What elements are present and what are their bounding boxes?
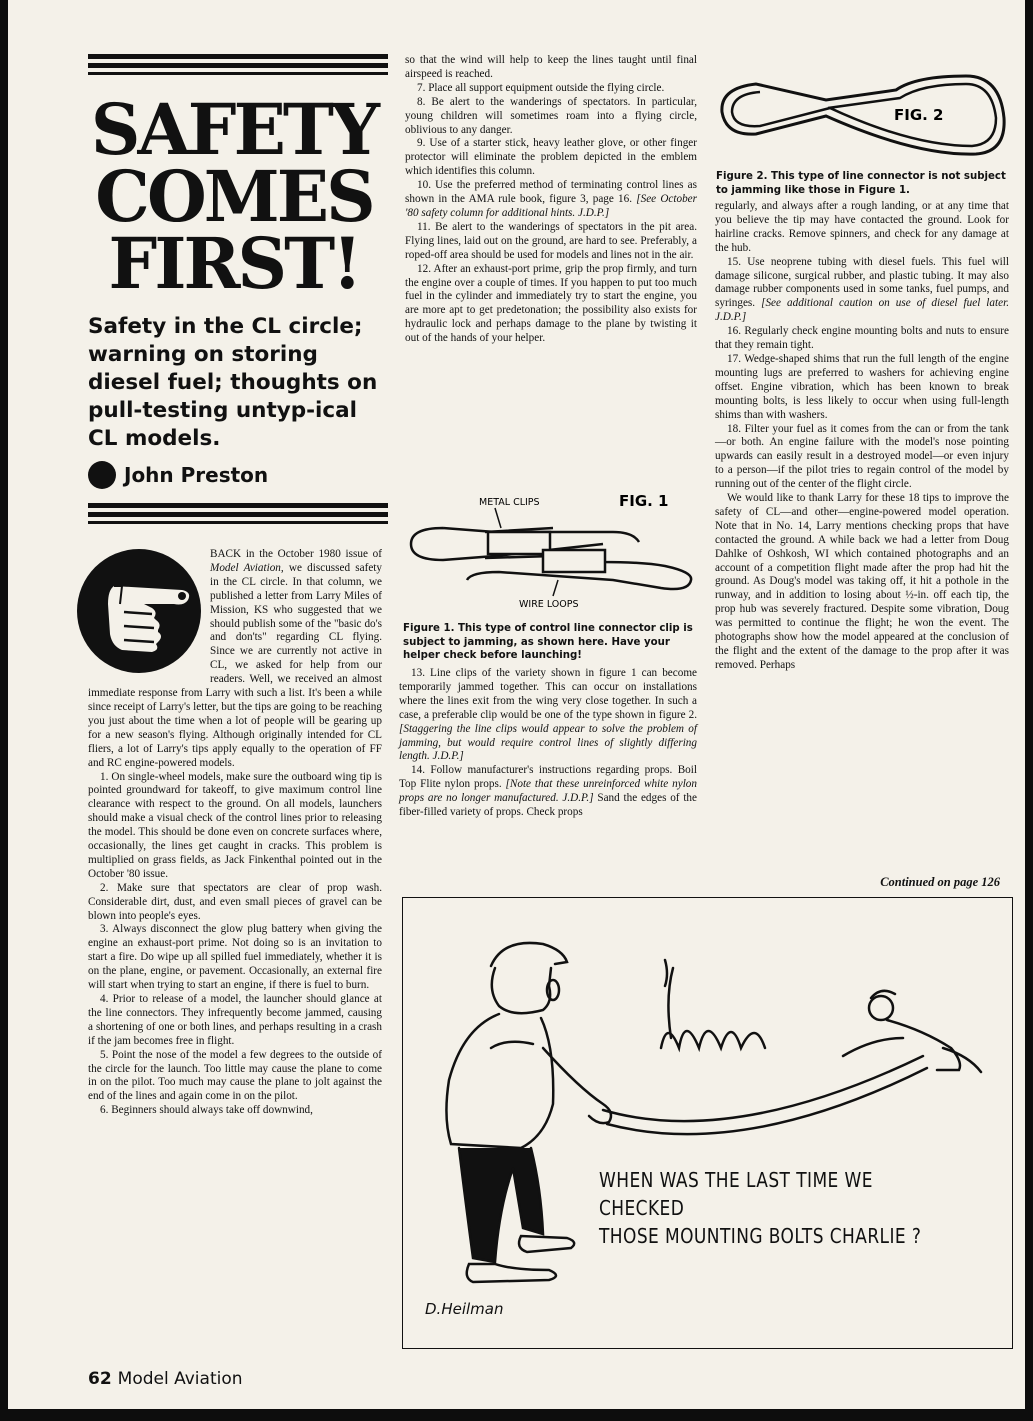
tip-5: 5. Point the nose of the model a few degrees to the outside of the circle for the launch. Too little may cause the plane to come in on the pilot. Too much may cause the plane to jolt against the end of the lines and again come in on the pilot.: [88, 1048, 382, 1103]
tip-13-note: [Staggering the line clips would appear to solve the problem of jamming, but would require control lines of slightly differing length. J.D.P.]: [399, 722, 697, 763]
intro-magazine-title: Model Aviation,: [210, 561, 284, 574]
tip-18: 18. Filter your fuel as it comes from the can or from the tank—or both. An engine failure with the model's nose pointing upwards can easily result in a destroyed model—or even injury to a person—if the pilot tries to regain control of the model by running out of the center of the flight circle.: [715, 422, 1009, 491]
tip-10: 10. Use the preferred method of terminating control lines as shown in the AMA rule book, figure 3, page 16.: [405, 179, 697, 206]
tip-17: 17. Wedge-shaped shims that run the full length of the engine mounting lugs are preferred to washers for achieving engine offset. Engine vibration, which has been known to break mounting bolts, is less likely to occur when using full-length shims than with washers.: [715, 352, 1009, 421]
cartoon-caption: [599, 1166, 939, 1250]
byline: [88, 461, 268, 489]
column-2-upper: [405, 54, 697, 346]
cartoon-caption-line-1: WHEN WAS THE LAST TIME WE CHECKED: [599, 1168, 873, 1220]
intro-rest: we discussed safety in the CL circle. In that column, we published a letter from Larry Miles of Mission, KS who suggested that we should publish some of the "basic do's and don'ts" regarding CL flying. Since we are currently not active in CL, we asked for help from our readers. Well, we received an almost immediate response from Larry with such a list. It's been a while since receipt of Larry's letter, but the tips are going to be reaching you just about the time when a lot of people will be gearing up for a new season's flying. Although originally intended for CL fliers, a lot of Larry's tips apply equally to the operation of FF and RC engine-powered models.: [88, 561, 382, 769]
magazine-page: [8, 0, 1025, 1409]
tip-13: 13. Line clips of the variety shown in figure 1 can become temporarily jammed together. This can occur on installations where the lines exit from the wing very close together. In such a case, a preferable clip would be one of the type shown in figure 2.: [399, 667, 697, 721]
tip-10-note: [See October '80 safety column for additional hints. J.D.P.]: [405, 193, 697, 219]
wire-loops-label: WIRE LOOPS: [519, 599, 579, 610]
column-3: [715, 200, 1009, 673]
figure-2-caption: Figure 2. This type of line connector is not subject to jamming like those in Figure 1.: [716, 171, 1006, 196]
line-clip-diagram-icon: [403, 488, 699, 613]
tip-11: 11. Be alert to the wanderings of spectators in the pit area. Flying lines, laid out on the ground, are hard to see. Preferably, a roped-off area should be used for models and lines not in the air.: [405, 220, 697, 261]
author-name: John Preston: [124, 463, 269, 487]
tip-6-continued: so that the wind will help to keep the lines taught until final airspeed is reached.: [405, 54, 697, 80]
tip-14-note: [Note that these unreinforced white nylon props are no longer manufactured. J.D.P.]: [399, 778, 697, 805]
column-2-lower: [399, 667, 697, 820]
headline-line-2: COMES: [95, 155, 373, 238]
cartoon-caption-line-2: THOSE MOUNTING BOLTS CHARLIE ?: [599, 1224, 922, 1248]
bullet-icon: [88, 461, 116, 489]
tip-14-continued: regularly, and always after a rough landing, or at any time that you believe the tip may have contacted the ground. Look for hairline cracks. Remove spinners, and check for any damage at the hub.: [715, 200, 1009, 254]
tip-15: 15. Use neoprene tubing with diesel fuels. This fuel will damage silicone, surgical rubber, and plastic tubing. It may also damage rubber components used in some tanks, fuel pumps, and syringes.: [715, 255, 1009, 310]
one-piece-connector-icon: [716, 70, 1008, 162]
cartoon-illustration-icon: [403, 898, 1011, 1348]
subheadline: Safety in the CL circle; warning on storing diesel fuel; thoughts on pull-testing untyp-ical CL models.: [88, 314, 378, 451]
continued-notice: Continued on page 126: [880, 875, 1000, 889]
tip-15-note: [See additional caution on use of diesel fuel later. J.D.P.]: [715, 297, 1009, 324]
tip-16: 16. Regularly check engine mounting bolts and nuts to ensure that they remain tight.: [715, 325, 1009, 352]
pointing-hand-emblem-icon: [74, 546, 204, 676]
figure-1: [403, 488, 699, 613]
figure-1-caption: Figure 1. This type of control line connector clip is subject to jamming, as shown here. Have your helper check before launching!: [403, 623, 693, 661]
page-footer: [88, 1369, 243, 1389]
tip-9: 9. Use of a starter stick, heavy leather glove, or other finger protector will eliminate the problem depicted in the emblem which identifies this column.: [405, 137, 697, 178]
headline: [89, 88, 379, 305]
figure-2: [716, 70, 1008, 162]
page-number: 62: [88, 1369, 112, 1389]
headline-line-3: FIRST!: [108, 222, 360, 305]
tip-2: 2. Make sure that spectators are clear of prop wash. Considerable dirt, dust, and even small pieces of gravel can be blown into people's eyes.: [88, 881, 382, 922]
tip-14: 14. Follow manufacturer's instructions regarding props. Boil Top Flite nylon props.: [399, 764, 697, 791]
headline-line-1: SAFETY: [90, 88, 378, 171]
tip-8: 8. Be alert to the wanderings of spectators. In particular, young children will sometimes roam into a flying circle, oblivious to any danger.: [405, 95, 697, 136]
fig-1-label: FIG. 1: [619, 492, 669, 510]
tip-7: 7. Place all support equipment outside the flying circle.: [417, 81, 665, 94]
magazine-name: Model Aviation: [117, 1369, 243, 1389]
tip-12: 12. After an exhaust-port prime, grip the prop firmly, and turn the engine over a couple of times. If you happen to put too much fuel in the cylinder and immediately try to start the engine, you are more apt to get predetonation; the possibility also exists for hydraulic lock and perhaps damage to the plane by twisting it out of the hands of your helper.: [405, 262, 697, 345]
byline-rules: [88, 503, 388, 528]
tip-6: 6. Beginners should always take off downwind,: [100, 1104, 313, 1117]
tip-14-rest: Sand the edges of the fiber-filled variety of props. Check props: [399, 792, 697, 819]
tip-1: 1. On single-wheel models, make sure the outboard wing tip is pointed groundward for takeoff, to give maximum control line clearance with respect to the ground. On all models, launchers should make a visual check of the control lines prior to releasing the model. This should be done even on concrete surfaces where, occasionally, the lines get caught in cracks. This problem is multiplied on grass fields, as Jack Finkenthal pointed out in the October '80 issue.: [88, 770, 382, 880]
tip-4: 4. Prior to release of a model, the launcher should glance at the line connectors. They infrequently become jammed, causing a shortening of one or both lines, and perhaps resulting in a crash if the jam becomes free in flight.: [88, 993, 382, 1047]
metal-clips-label: METAL CLIPS: [479, 497, 540, 508]
cartoon-signature: D.Heilman: [425, 1300, 504, 1318]
top-rules: [88, 54, 388, 79]
cartoon-panel: [402, 897, 1013, 1349]
tip-3: 3. Always disconnect the glow plug battery when giving the engine an exhaust-port prime. Not doing so is an invitation to start a fire. Do wipe up all spilled fuel immediately, whether it is on the plane, engine, or pavement. Occasionally, an external fire will start when trying to start an engine, if there is fuel to burn.: [88, 923, 382, 992]
fig-2-label: FIG. 2: [894, 106, 944, 124]
intro-text: BACK in the October 1980 issue of: [210, 548, 382, 560]
thanks-paragraph: We would like to thank Larry for these 18 tips to improve the safety of CL—and other—engine-powered model operation. Note that in No. 14, Larry mentions checking props that have contacted the ground. A while back we had a letter from Doug Dahlke of Oshkosh, WI which contained photographs and an account of a competition flight made after the prop had hit the ground. As Doug's model was taking off, it hit a pothole in the runway, and in addition to losing about ½-in. off each tip, the prop hub was severely fractured. Despite some vibration, Doug was permitted to continue the flight; he won the event. The photographs show how the model appeared at the conclusion of the flight and the extent of the damage to the prop after it was removed. Perhaps: [715, 492, 1009, 671]
column-1: [88, 548, 382, 1118]
